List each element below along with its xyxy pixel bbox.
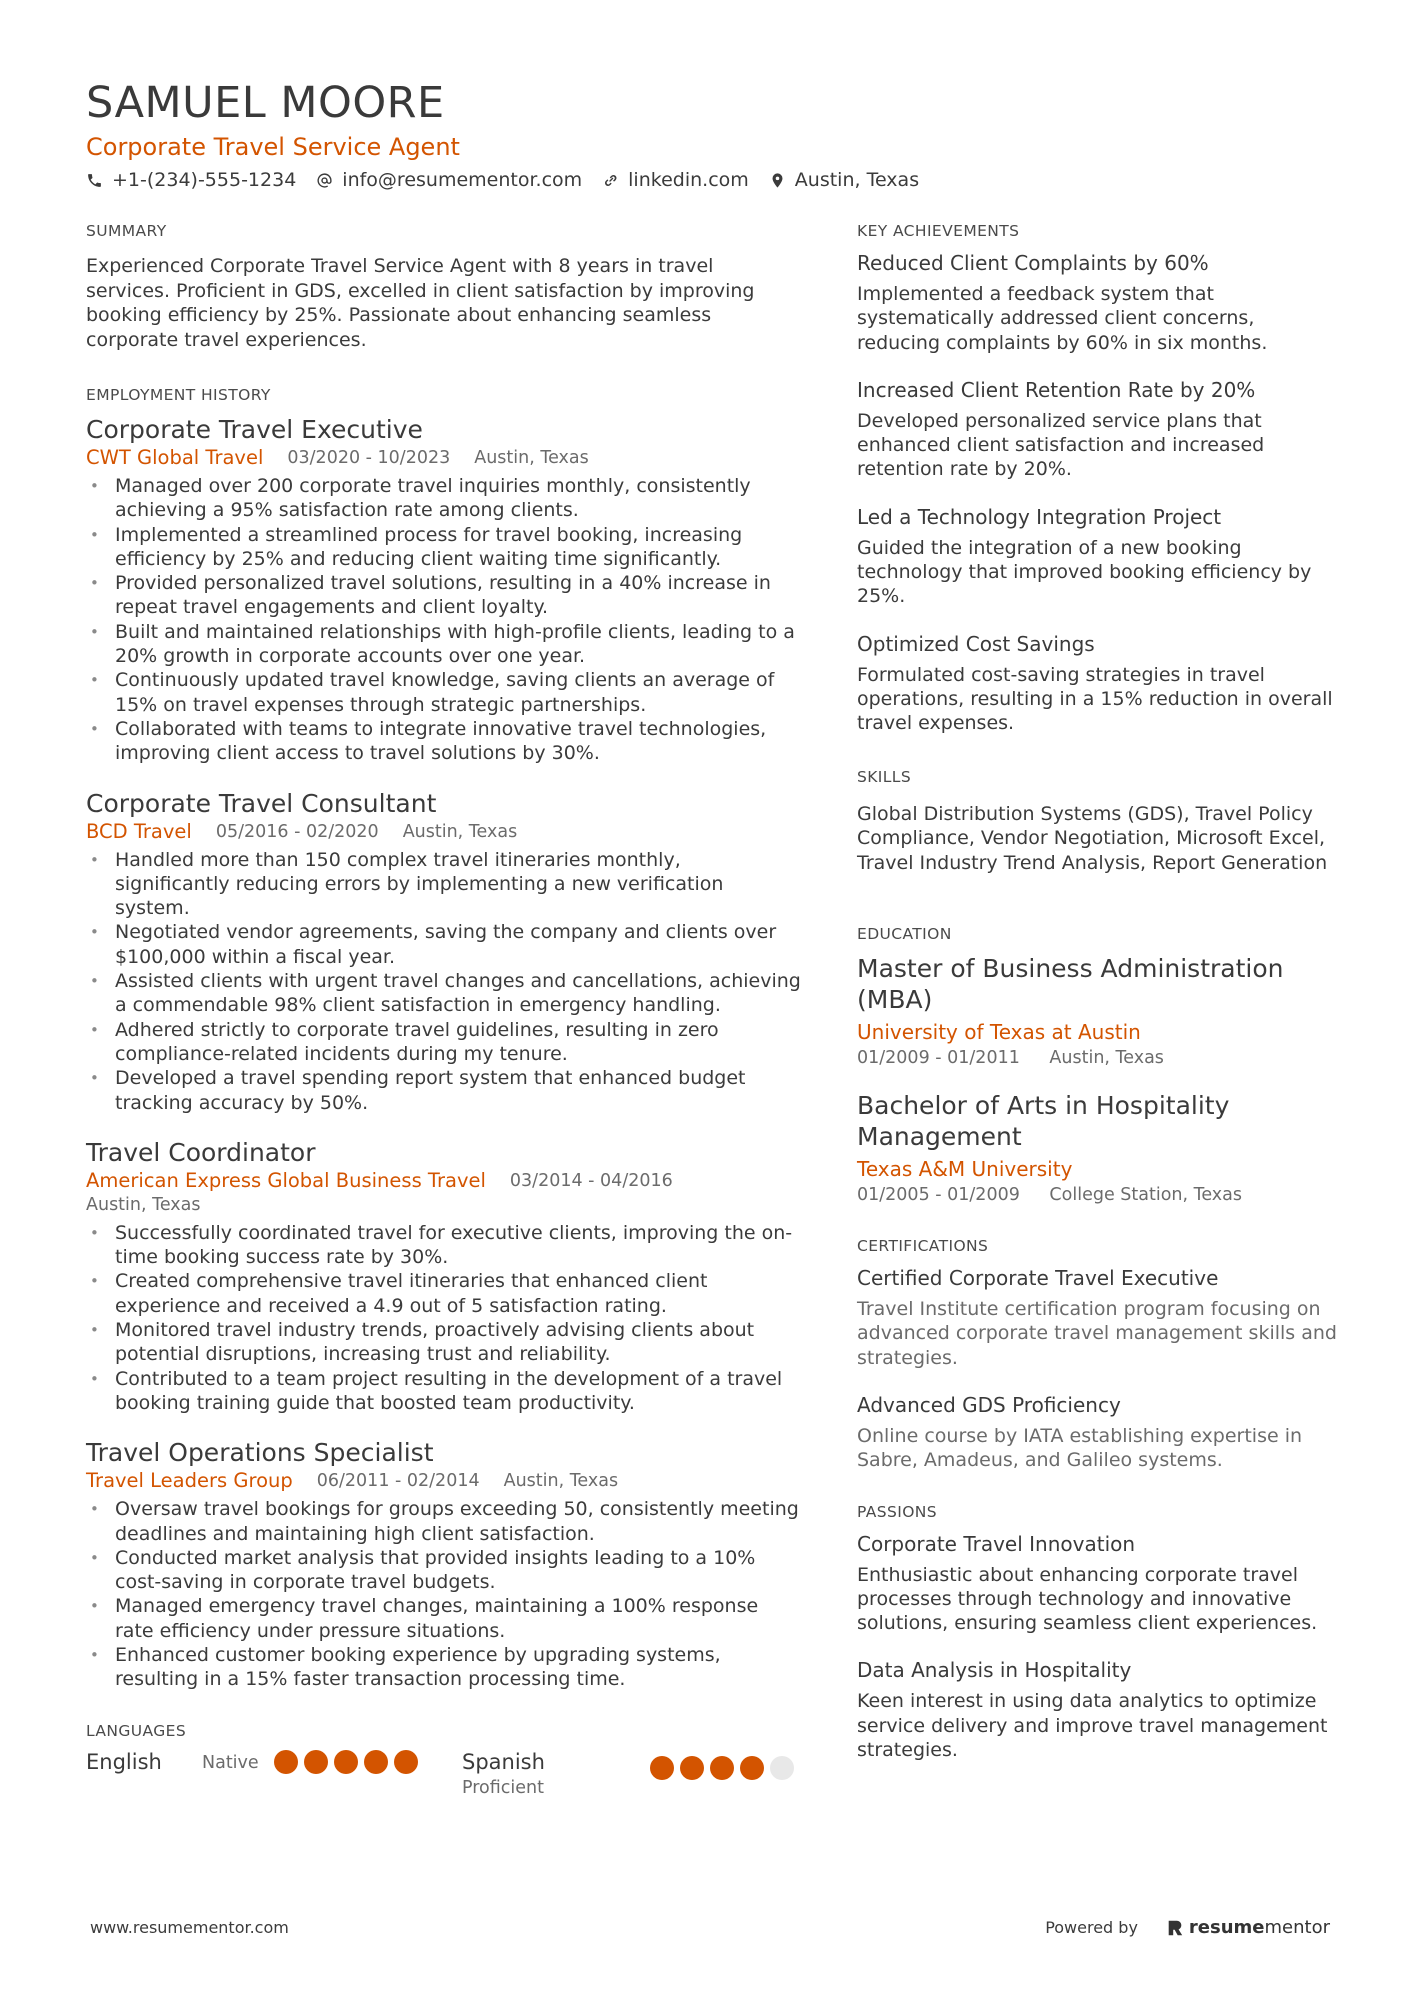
- contact-linkedin[interactable]: [602, 169, 749, 191]
- certification-item: [857, 1392, 1337, 1473]
- powered-by-label: Powered by: [1045, 1918, 1138, 1937]
- job-bullet: • Continuously updated travel knowledge, saving clients an average of 15% on travel expenses through strategic partnerships.: [86, 668, 801, 717]
- footer-brand: [1045, 1917, 1330, 1938]
- education-location: College Station, Texas: [1049, 1185, 1242, 1206]
- contact-location: [769, 169, 919, 191]
- passions-heading: PASSIONS: [857, 1502, 938, 1521]
- job-location: Austin, Texas: [86, 1194, 201, 1215]
- job-bullet: • Created comprehensive travel itineraries that enhanced client experience and received a 4.9 out of 5 satisfaction rating.: [86, 1269, 801, 1318]
- education-meta: [857, 1183, 1337, 1207]
- job-title: Travel Coordinator: [86, 1137, 316, 1167]
- certification-desc: Online course by IATA establishing expertise in Sabre, Amadeus, and Galileo systems.: [857, 1424, 1303, 1472]
- job-entry: [86, 1137, 801, 1415]
- achievement-item: [857, 377, 1337, 482]
- achievement-title: Led a Technology Integration Project: [857, 504, 1222, 529]
- job-dates: 03/2014 - 04/2016: [509, 1170, 673, 1191]
- contact-email[interactable]: [316, 169, 582, 191]
- job-bullet: • Managed over 200 corporate travel inquiries monthly, consistently achieving a 95% satisfaction rate among clients.: [86, 474, 801, 523]
- job-bullet: • Assisted clients with urgent travel changes and cancellations, achieving a commendable 98% client satisfaction in emergency handling.: [86, 969, 801, 1018]
- job-dates: 03/2020 - 10/2023: [287, 448, 451, 468]
- certifications-heading: CERTIFICATIONS: [857, 1237, 989, 1256]
- job-bullet: • Built and maintained relationships with high-profile clients, leading to a 20% growth in corporate accounts over one year.: [86, 620, 801, 669]
- achievement-desc: Guided the integration of a new booking technology that improved booking efficiency by 25%.: [857, 536, 1312, 608]
- job-bullets: [86, 1221, 801, 1415]
- rating-dot-filled: [304, 1750, 328, 1774]
- employment-heading: EMPLOYMENT HISTORY: [86, 386, 271, 404]
- rating-dot-filled: [274, 1750, 298, 1774]
- job-title: Travel Operations Specialist: [86, 1438, 434, 1468]
- job-bullet: • Negotiated vendor agreements, saving the company and clients over $100,000 within a fiscal year.: [86, 920, 801, 969]
- passion-desc: Enthusiastic about enhancing corporate travel processes through technology and innovative solutions, ensuring seamless client experiences.: [857, 1563, 1318, 1635]
- language-label-group: [462, 1748, 650, 1800]
- email-text: info@resumementor.com: [342, 169, 583, 191]
- location-text: Austin, Texas: [794, 169, 920, 191]
- job-bullet: • Handled more than 150 complex travel itineraries monthly, significantly reducing errors by implementing a new verification system.: [86, 848, 801, 921]
- candidate-name: SAMUEL MOORE: [86, 78, 445, 128]
- link-icon: [602, 172, 619, 189]
- summary-heading: SUMMARY: [86, 222, 167, 240]
- rating-dot-filled: [710, 1756, 734, 1780]
- certification-desc: Travel Institute certification program focusing on advanced corporate travel management skills and strategies.: [857, 1298, 1337, 1369]
- contact-phone[interactable]: [86, 169, 296, 191]
- job-bullet: • Implemented a streamlined process for travel booking, increasing efficiency by 25% and reducing client waiting time significantly.: [86, 523, 801, 572]
- job-meta: [86, 446, 801, 470]
- achievements-section: [857, 222, 1337, 736]
- job-bullet: • Enhanced customer booking experience by upgrading systems, resulting in a 15% faster transaction processing time.: [86, 1643, 801, 1692]
- at-icon: [316, 172, 333, 189]
- job-bullet: • Successfully coordinated travel for executive clients, improving the on-time booking success rate by 30%.: [86, 1221, 801, 1270]
- passions-section: [857, 1503, 1337, 1763]
- education-heading: EDUCATION: [857, 925, 952, 944]
- job-location: Austin, Texas: [503, 1471, 619, 1492]
- language-rating: [650, 1756, 800, 1780]
- language-level: Proficient: [462, 1777, 544, 1798]
- phone-icon: [86, 172, 103, 189]
- education-item: [857, 953, 1337, 1070]
- resume-header: [86, 76, 1336, 191]
- language-level: Native: [202, 1752, 259, 1773]
- rating-dot-filled: [650, 1756, 674, 1780]
- certification-title: Certified Corporate Travel Executive: [857, 1266, 1219, 1291]
- achievement-title: Reduced Client Complaints by 60%: [857, 251, 1209, 275]
- job-bullets: [86, 848, 801, 1115]
- job-bullet: • Conducted market analysis that provided insights leading to a 10% cost-saving in corporate travel budgets.: [86, 1546, 801, 1595]
- job-dates: 05/2016 - 02/2020: [215, 821, 379, 842]
- job-bullet: • Provided personalized travel solutions, resulting in a 40% increase in repeat travel engagements and client loyalty.: [86, 571, 801, 620]
- linkedin-text: linkedin.com: [628, 169, 749, 191]
- rating-dot-empty: [770, 1756, 794, 1780]
- language-name: Spanish: [462, 1749, 545, 1774]
- brand-name-light: mentor: [1264, 1917, 1330, 1938]
- job-bullets: [86, 1497, 801, 1691]
- location-pin-icon: [769, 172, 786, 189]
- passion-item: [857, 1657, 1337, 1762]
- job-entry: [86, 788, 801, 1115]
- job-bullet: • Adhered strictly to corporate travel guidelines, resulting in zero compliance-related incidents during my tenure.: [86, 1018, 801, 1067]
- job-company: Travel Leaders Group: [86, 1469, 293, 1493]
- summary-text: Experienced Corporate Travel Service Agent with 8 years in travel services. Proficient in GDS, excelled in client satisfaction by improving booking efficiency by 25%. Passionate about enhancing seamless corporate travel experiences.: [86, 255, 755, 351]
- rating-dot-filled: [740, 1756, 764, 1780]
- resumementor-logo-icon: [1166, 1919, 1184, 1937]
- job-meta: [86, 820, 801, 844]
- achievement-item: [857, 250, 1337, 355]
- achievement-item: [857, 631, 1337, 736]
- education-location: Austin, Texas: [1049, 1048, 1164, 1069]
- job-title: Corporate Travel Consultant: [86, 788, 437, 818]
- languages-row: [86, 1748, 801, 1800]
- achievements-heading: KEY ACHIEVEMENTS: [857, 222, 1020, 240]
- job-dates: 06/2011 - 02/2014: [316, 1471, 480, 1492]
- passion-desc: Keen interest in using data analytics to optimize service delivery and improve travel management strategies.: [857, 1690, 1328, 1762]
- language-item: [86, 1748, 462, 1776]
- job-bullet: • Managed emergency travel changes, maintaining a 100% response rate efficiency under pressure situations.: [86, 1594, 801, 1643]
- job-entry: [86, 414, 801, 766]
- certification-title: Advanced GDS Proficiency: [857, 1392, 1121, 1417]
- job-bullet: • Oversaw travel bookings for groups exceeding 50, consistently meeting deadlines and maintaining high client satisfaction.: [86, 1497, 801, 1546]
- skills-text: Global Distribution Systems (GDS), Travel Policy Compliance, Vendor Negotiation, Microsoft Excel, Travel Industry Trend Analysis, Report Generation: [857, 802, 1328, 874]
- education-dates: 01/2005 - 01/2009: [857, 1185, 1020, 1206]
- rating-dot-filled: [364, 1750, 388, 1774]
- achievement-desc: Implemented a feedback system that systematically addressed client concerns, reducing complaints by 60% in six months.: [857, 283, 1268, 354]
- skills-section: [857, 768, 1337, 876]
- achievement-desc: Formulated cost-saving strategies in travel operations, resulting in a 15% reduction in overall travel expenses.: [857, 663, 1333, 735]
- achievement-title: Optimized Cost Savings: [857, 631, 1095, 656]
- achievement-item: [857, 504, 1337, 609]
- achievement-desc: Developed personalized service plans that enhanced client satisfaction and increased retention rate by 20%.: [857, 409, 1265, 481]
- skills-heading: SKILLS: [857, 767, 912, 786]
- rating-dot-filled: [394, 1750, 418, 1774]
- candidate-role: Corporate Travel Service Agent: [86, 133, 460, 161]
- language-rating: [274, 1750, 424, 1774]
- passion-title: Data Analysis in Hospitality: [857, 1658, 1132, 1683]
- page-footer: [90, 1917, 1330, 1938]
- achievement-title: Increased Client Retention Rate by 20%: [857, 377, 1256, 402]
- rating-dot-filled: [680, 1756, 704, 1780]
- resumementor-logo[interactable]: [1166, 1917, 1330, 1938]
- left-column: [86, 222, 801, 1800]
- job-company: BCD Travel: [86, 819, 192, 843]
- right-column: [857, 222, 1337, 1784]
- brand-name-bold: resume: [1188, 1917, 1265, 1938]
- languages-heading: LANGUAGES: [86, 1721, 187, 1740]
- job-entry: [86, 1437, 801, 1691]
- passion-title: Corporate Travel Innovation: [857, 1531, 1136, 1556]
- job-location: Austin, Texas: [402, 821, 518, 842]
- education-school: University of Texas at Austin: [857, 1020, 1141, 1045]
- languages-section: [86, 1722, 801, 1800]
- job-bullet: • Contributed to a team project resulting in the development of a travel booking training guide that boosted team productivity.: [86, 1367, 801, 1416]
- education-item: [857, 1090, 1337, 1207]
- job-meta: [86, 1469, 801, 1493]
- education-school: Texas A&M University: [857, 1157, 1073, 1182]
- job-company: American Express Global Business Travel: [86, 1168, 486, 1192]
- job-title: Corporate Travel Executive: [86, 415, 423, 444]
- education-degree: Bachelor of Arts in Hospitality Management: [857, 1091, 1230, 1152]
- job-bullet: • Monitored travel industry trends, proactively advising clients about potential disruptions, increasing trust and reliability.: [86, 1318, 801, 1367]
- job-location: Austin, Texas: [474, 448, 589, 468]
- summary-section: [86, 222, 801, 352]
- footer-website-link[interactable]: www.resumementor.com: [90, 1918, 289, 1937]
- job-meta: [86, 1169, 801, 1217]
- certifications-section: [857, 1237, 1337, 1472]
- job-bullet: • Developed a travel spending report system that enhanced budget tracking accuracy by 50%.: [86, 1066, 801, 1115]
- certification-item: [857, 1265, 1337, 1370]
- job-bullet: • Collaborated with teams to integrate innovative travel technologies, improving client access to travel solutions by 30%.: [86, 717, 801, 766]
- job-bullets: [86, 474, 801, 766]
- rating-dot-filled: [334, 1750, 358, 1774]
- education-section: [857, 925, 1337, 1207]
- job-company: CWT Global Travel: [86, 446, 264, 469]
- passion-item: [857, 1531, 1337, 1636]
- education-meta: [857, 1046, 1337, 1070]
- employment-section: [86, 386, 801, 1692]
- contact-bar: [86, 169, 1336, 191]
- language-item: [462, 1748, 800, 1800]
- education-dates: 01/2009 - 01/2011: [857, 1048, 1020, 1069]
- education-degree: Master of Business Administration (MBA): [857, 954, 1284, 1015]
- phone-text: +1-(234)-555-1234: [112, 169, 297, 191]
- language-name: English: [86, 1749, 162, 1774]
